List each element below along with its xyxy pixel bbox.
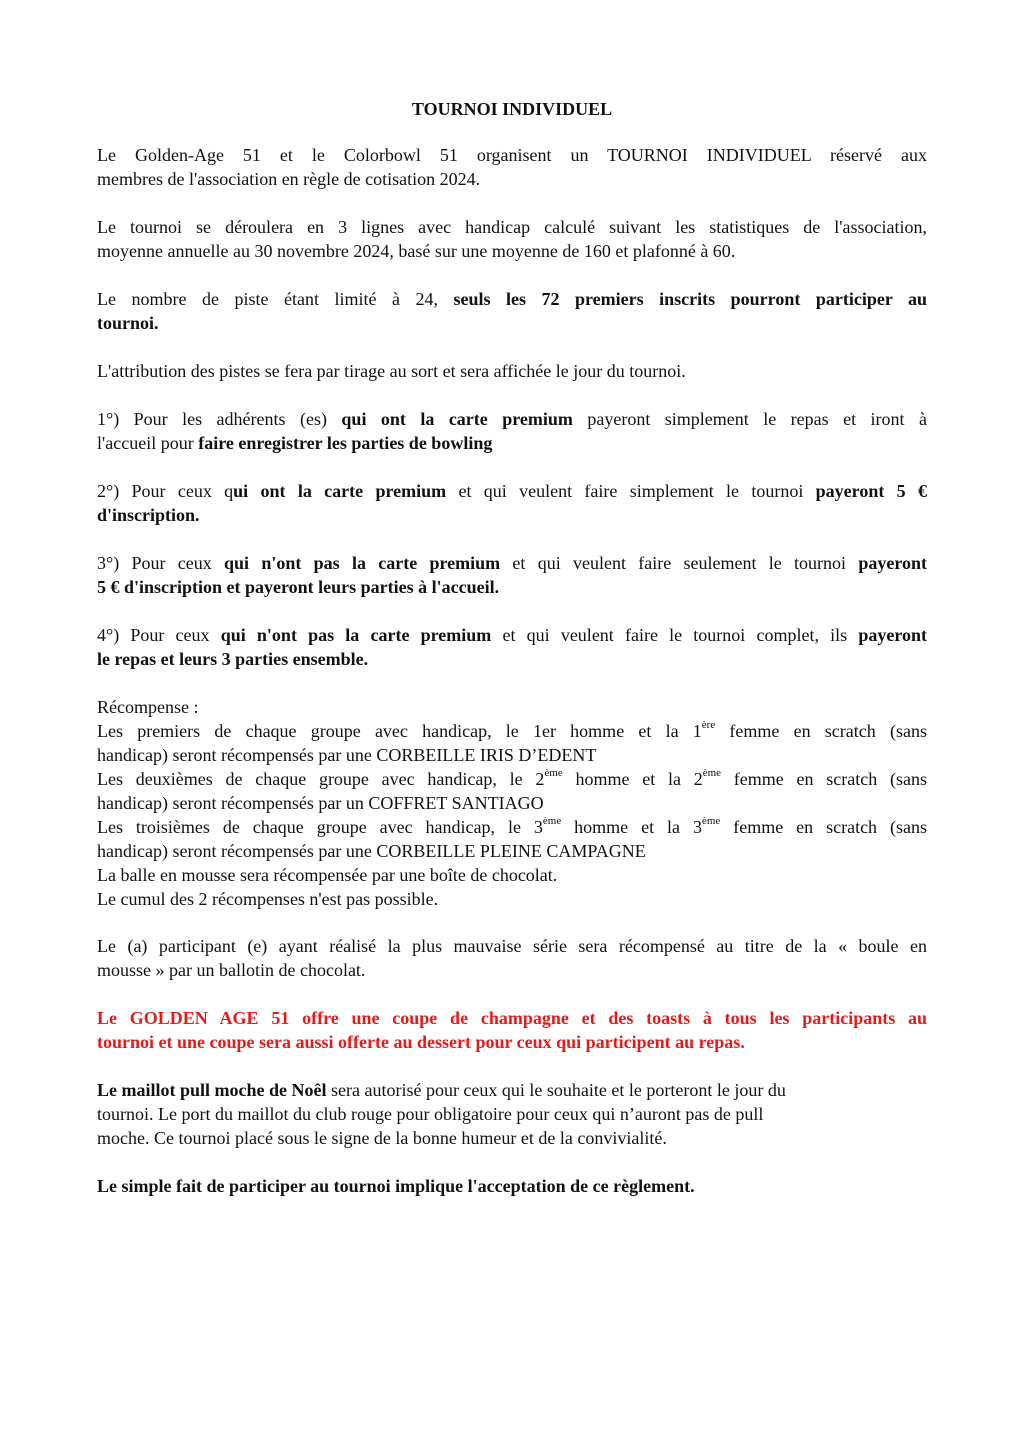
rewards-second-text-c: femme en scratch (sans <box>721 769 927 789</box>
rewards-first-line-1 <box>97 719 927 743</box>
rule-3-text-a: 3°) Pour ceux <box>97 553 225 573</box>
rewards-first-text-b: femme en scratch (sans <box>715 721 927 741</box>
intro-line-2: membres de l'association en règle de cotisation 2024. <box>97 169 481 189</box>
sweater-paragraph <box>97 1078 927 1150</box>
rule-4-bold-b: qui n'ont pas la carte premium <box>220 625 492 645</box>
worst-line-2: mousse » par un ballotin de chocolat. <box>97 960 366 980</box>
golden-age-offer-paragraph <box>97 1006 927 1054</box>
rule-1-line-1 <box>97 407 927 431</box>
worst-score-paragraph <box>97 934 927 982</box>
limit-bold-end: tournoi. <box>97 313 159 333</box>
format-line-1: Le tournoi se déroulera en 3 lignes avec handicap calculé suivant les statistiques de l'association, <box>97 217 927 237</box>
limit-paragraph <box>97 287 927 335</box>
limit-bold-text: seuls les 72 premiers inscrits pourront participer au <box>453 289 927 309</box>
page-title: TOURNOI INDIVIDUEL <box>411 99 613 119</box>
rewards-third-text-b: homme et la 3 <box>561 817 702 837</box>
rule-3-line-2 <box>97 575 927 599</box>
acceptance-text: Le simple fait de participer au tournoi implique l'acceptation de ce règlement. <box>97 1176 695 1196</box>
acceptance-paragraph <box>97 1174 927 1198</box>
rule-2-bold-d: payeront 5 € <box>815 481 927 501</box>
rewards-first-sup: ère <box>701 719 716 731</box>
rule-2-line-2 <box>97 503 927 527</box>
format-line-2: moyenne annuelle au 30 novembre 2024, basé sur une moyenne de 160 et plafonné à 60. <box>97 241 736 261</box>
rule-2-paragraph <box>97 479 927 527</box>
rule-1-text-d: l'accueil pour <box>97 433 199 453</box>
rule-1-bold-b: qui ont la carte premium <box>341 409 573 429</box>
rule-2-line-1 <box>97 479 927 503</box>
rule-4-bold-d: payeront <box>858 625 927 645</box>
rule-4-line-2 <box>97 647 927 671</box>
rewards-first-line-2: handicap) seront récompensés par une CORBEILLE IRIS D’EDENT <box>97 745 597 765</box>
limit-text: Le nombre de piste étant limité à 24, <box>97 289 454 309</box>
rule-3-paragraph <box>97 551 927 599</box>
worst-line-1: Le (a) participant (e) ayant réalisé la plus mauvaise série sera récompensé au titre de la « boule en <box>97 936 927 956</box>
rule-1-text-c: payeront simplement le repas et iront à <box>572 409 927 429</box>
rewards-ball-line: La balle en mousse sera récompensée par une boîte de chocolat. <box>97 865 558 885</box>
rewards-first-text-a: Les premiers de chaque groupe avec handicap, le 1er homme et la 1 <box>97 721 702 741</box>
rewards-third-line-2: handicap) seront récompensés par une CORBEILLE PLEINE CAMPAGNE <box>97 841 646 861</box>
sweater-bold-text: Le maillot pull moche de Noêl <box>97 1080 327 1100</box>
sweater-text-1: sera autorisé pour ceux qui le souhaite et le porteront le jour du <box>326 1080 786 1100</box>
rule-3-bold-d: payeront <box>858 553 927 573</box>
rule-4-bold-e: le repas et leurs 3 parties ensemble. <box>97 649 369 669</box>
rule-3-text-c: et qui veulent faire seulement le tournoi <box>500 553 859 573</box>
rule-3-bold-b: qui n'ont pas la carte premium <box>224 553 501 573</box>
rewards-second-line-2: handicap) seront récompensés par un COFFRET SANTIAGO <box>97 793 544 813</box>
rule-1-text-a: 1°) Pour les adhérents (es) <box>97 409 342 429</box>
rewards-cumul-line: Le cumul des 2 récompenses n'est pas possible. <box>97 889 439 909</box>
rule-4-paragraph <box>97 623 927 671</box>
format-paragraph <box>97 215 927 263</box>
rule-2-text-c: et qui veulent faire simplement le tournoi <box>446 481 816 501</box>
attribution-paragraph: L'attribution des pistes se fera par tirage au sort et sera affichée le jour du tournoi. <box>97 361 686 381</box>
rewards-third-sup-2: ème <box>701 815 721 827</box>
golden-line-2: tournoi et une coupe sera aussi offerte au dessert pour ceux qui participent au repas. <box>97 1032 745 1052</box>
limit-line-1 <box>97 287 927 311</box>
rewards-section <box>97 695 927 911</box>
sweater-line-1 <box>97 1078 927 1102</box>
rule-2-bold-b: ui ont la carte premium <box>233 481 447 501</box>
rewards-second-text-b: homme et la 2 <box>562 769 703 789</box>
rule-4-text-a: 4°) Pour ceux <box>97 625 221 645</box>
rewards-heading: Récompense : <box>97 697 199 717</box>
rewards-second-line-1 <box>97 767 927 791</box>
rewards-third-line-1 <box>97 815 927 839</box>
rule-3-line-1 <box>97 551 927 575</box>
rule-4-line-1 <box>97 623 927 647</box>
rewards-third-text-a: Les troisièmes de chaque groupe avec handicap, le 3 <box>97 817 543 837</box>
rule-1-line-2 <box>97 431 927 455</box>
document-page <box>97 97 927 1222</box>
sweater-line-2: tournoi. Le port du maillot du club rouge pour obligatoire pour ceux qui n’auront pas de pull <box>97 1104 764 1124</box>
rewards-third-sup-1: ème <box>542 815 562 827</box>
rule-1-paragraph <box>97 407 927 455</box>
rule-3-bold-e: 5 € d'inscription et payeront leurs parties à l'accueil. <box>97 577 500 597</box>
golden-line-1: Le GOLDEN AGE 51 offre une coupe de champagne et des toasts à tous les participants au <box>97 1008 927 1028</box>
rule-2-bold-e: d'inscription. <box>97 505 200 525</box>
rewards-second-text-a: Les deuxièmes de chaque groupe avec handicap, le 2 <box>97 769 545 789</box>
rewards-third-text-c: femme en scratch (sans <box>720 817 927 837</box>
rule-1-bold-e: faire enregistrer les parties de bowling <box>198 433 493 453</box>
sweater-line-3: moche. Ce tournoi placé sous le signe de la bonne humeur et de la convivialité. <box>97 1128 667 1148</box>
intro-line-1: Le Golden-Age 51 et le Colorbowl 51 organisent un TOURNOI INDIVIDUEL réservé aux <box>97 145 927 165</box>
rule-2-text-a: 2°) Pour ceux q <box>97 481 234 501</box>
limit-line-2 <box>97 311 927 335</box>
rewards-second-sup-1: ème <box>544 767 563 779</box>
rewards-second-sup-2: ème <box>702 767 722 779</box>
rule-4-text-c: et qui veulent faire le tournoi complet, ils <box>491 625 859 645</box>
intro-paragraph <box>97 143 927 191</box>
